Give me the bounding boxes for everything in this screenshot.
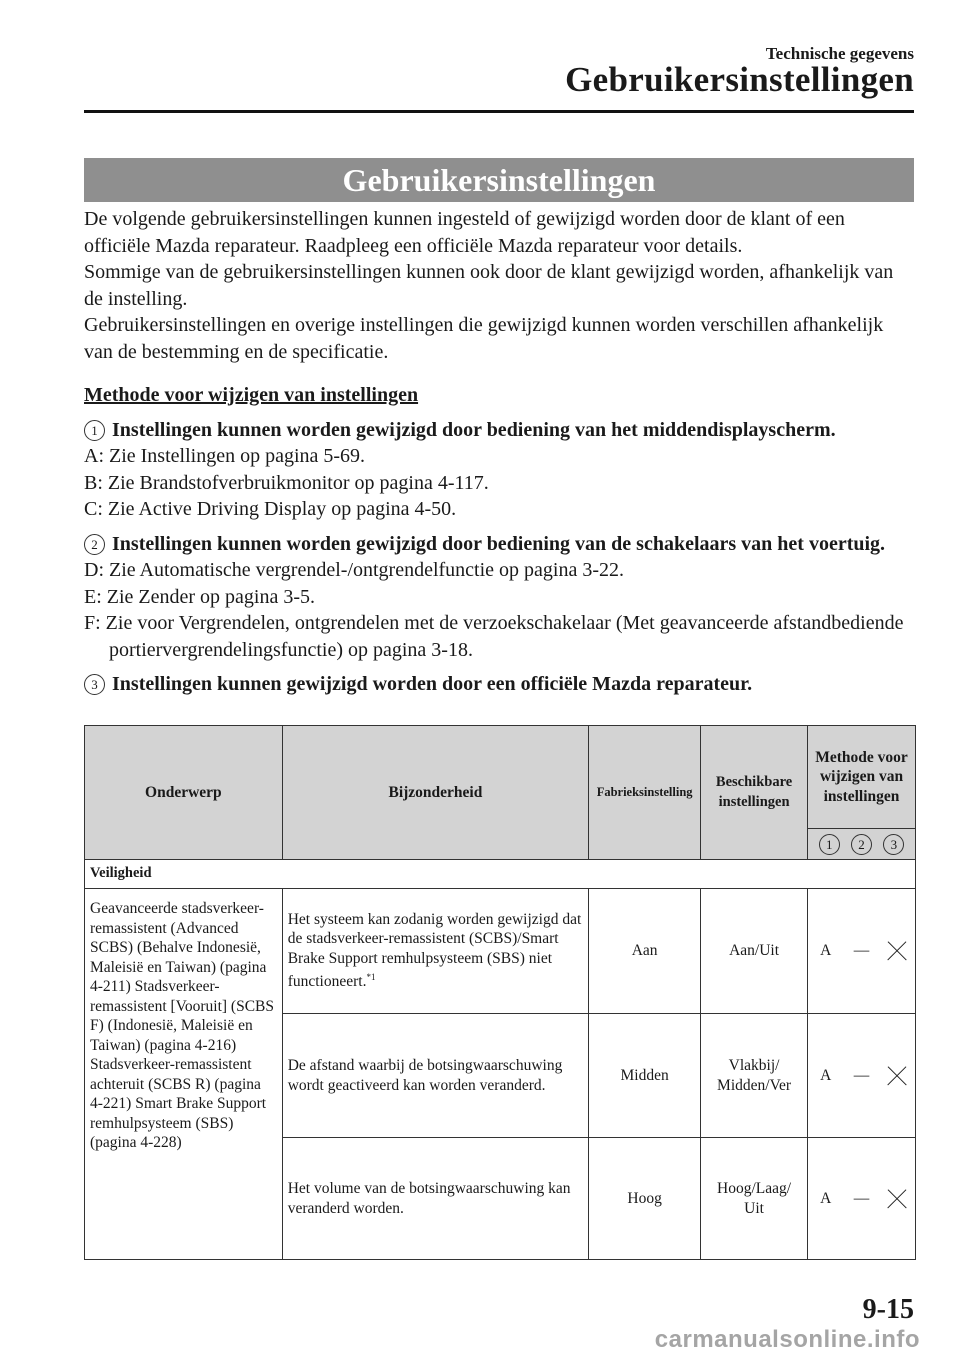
method-1-text: Instellingen kunnen worden gewijzigd door bediening van het middendisplayscherm.: [112, 418, 836, 441]
method-2-heading: [84, 531, 916, 558]
method-2-cell: —: [843, 1138, 879, 1260]
method-1-cell: A: [808, 1014, 844, 1138]
watermark: carmanualsonline.info: [654, 1326, 920, 1353]
col-header-fabrieksinstelling: Fabrieksinstelling: [589, 726, 701, 860]
method-1-cell: A: [808, 1138, 844, 1260]
col-header-onderwerp: Onderwerp: [85, 726, 283, 860]
chapter-title: Technische gegevens: [765, 44, 914, 63]
method-line-e: E: Zie Zender op pagina 3-5.: [84, 585, 316, 608]
settings-table: [84, 725, 916, 1260]
factory-cell: Hoog: [589, 1138, 701, 1260]
header-rule: [84, 110, 914, 113]
method-3-heading: [84, 671, 916, 698]
factory-cell: Aan: [589, 889, 701, 1014]
method-line-b: B: Zie Brandstofverbruikmonitor op pagina 4-117.: [84, 471, 489, 494]
method-2-cell: —: [843, 889, 879, 1014]
method-3-cell: [879, 889, 915, 1014]
col-header-bijzonderheid: Bijzonderheid: [282, 726, 588, 860]
method-3-text: Instellingen kunnen gewijzigd worden door een officiële Mazda reparateur.: [112, 673, 753, 695]
cross-icon: [887, 1189, 907, 1209]
available-cell: Hoog/Laag/ Uit: [701, 1138, 808, 1260]
detail-cell: Het systeem kan zodanig worden gewijzigd dat de stadsverkeer-remassistent (SCBS)/Smart Brake Support remhulpsysteem (SBS) niet functioneert.$^{*1}$: [282, 889, 588, 1014]
table-row: [85, 889, 916, 1014]
intro-paragraph: Sommige van de gebruikersinstellingen kunnen ook door de klant gewijzigd worden, afhankelijk van de instelling.: [84, 261, 894, 310]
cross-icon: [887, 941, 907, 961]
circled-number-3-icon: 3: [84, 674, 105, 695]
method-line-a: A: Zie Instellingen op pagina 5-69.: [84, 445, 366, 467]
method-3-cell: [879, 1138, 915, 1260]
detail-cell: De afstand waarbij de botsingwaarschuwing wordt geactiveerd kan worden veranderd.: [282, 1014, 588, 1138]
col-header-methode: Methode voor wijzigen van instellingen: [808, 726, 916, 829]
footnote-marker: *1: [366, 972, 376, 983]
circled-number-1-icon: 1: [819, 834, 840, 855]
method-line-f: F: Zie voor Vergrendelen, ontgrendelen met de verzoekschakelaar (Met geavanceerde afstandbediende portiervergrendelingsfunctie) op pagina 3-18.: [84, 612, 904, 661]
method-2-text: Instellingen kunnen worden gewijzigd door bediening van de schakelaars van het voertuig.: [112, 532, 886, 555]
method-1-cell: A: [808, 889, 844, 1014]
methode-subheader: [808, 829, 916, 860]
cross-icon: [887, 1066, 907, 1086]
available-cell: Aan/Uit: [701, 889, 808, 1014]
circled-number-3-icon: 3: [883, 834, 904, 855]
intro-paragraph: De volgende gebruikersinstellingen kunnen ingesteld of gewijzigd worden door de klant of een officiële Mazda reparateur. Raadpleeg een officiële Mazda reparateur voor details.: [84, 208, 845, 257]
factory-cell: Midden: [589, 1014, 701, 1138]
method-line-d: D: Zie Automatische vergrendel-/ontgrendelfunctie op pagina 3-22.: [84, 559, 625, 581]
method-1-heading: [84, 417, 916, 444]
circled-number-2-icon: 2: [84, 534, 105, 555]
table-section-veiligheid: Veiligheid: [85, 860, 916, 889]
circled-number-1-icon: 1: [84, 420, 105, 441]
intro-paragraph: Gebruikersinstellingen en overige instellingen die gewijzigd kunnen worden verschillen afhankelijk van de bestemming en de specificatie.: [84, 314, 884, 363]
topic-cell: Geavanceerde stadsverkeer-remassistent (Advanced SCBS) (Behalve Indonesië, Maleisië en Taiwan) (pagina 4-211) Stadsverkeer-remassistent [Vooruit] (SCBS F) (Indonesië, Maleisië en Taiwan) (pagina 4-216) Stadsverkeer-remassistent achteruit (SCBS R) (pagina 4-221) Smart Brake Support remhulpsysteem (SBS) (pagina 4-228): [85, 889, 283, 1260]
available-cell: Vlakbij/ Midden/Ver: [701, 1014, 808, 1138]
circled-number-2-icon: 2: [851, 834, 872, 855]
page-number: 9-15: [862, 1294, 914, 1325]
methods-title: Methode voor wijzigen van instellingen: [84, 384, 419, 406]
body-text: [84, 206, 916, 698]
col-header-beschikbare: Beschikbare instellingen: [701, 726, 808, 860]
method-3-cell: [879, 1014, 915, 1138]
method-2-cell: —: [843, 1014, 879, 1138]
section-banner: Gebruikersinstellingen: [84, 158, 914, 202]
section-title: Gebruikersinstellingen: [565, 60, 914, 99]
method-line-c: C: Zie Active Driving Display op pagina 4-50.: [84, 498, 457, 520]
detail-cell: Het volume van de botsingwaarschuwing kan veranderd worden.: [282, 1138, 588, 1260]
